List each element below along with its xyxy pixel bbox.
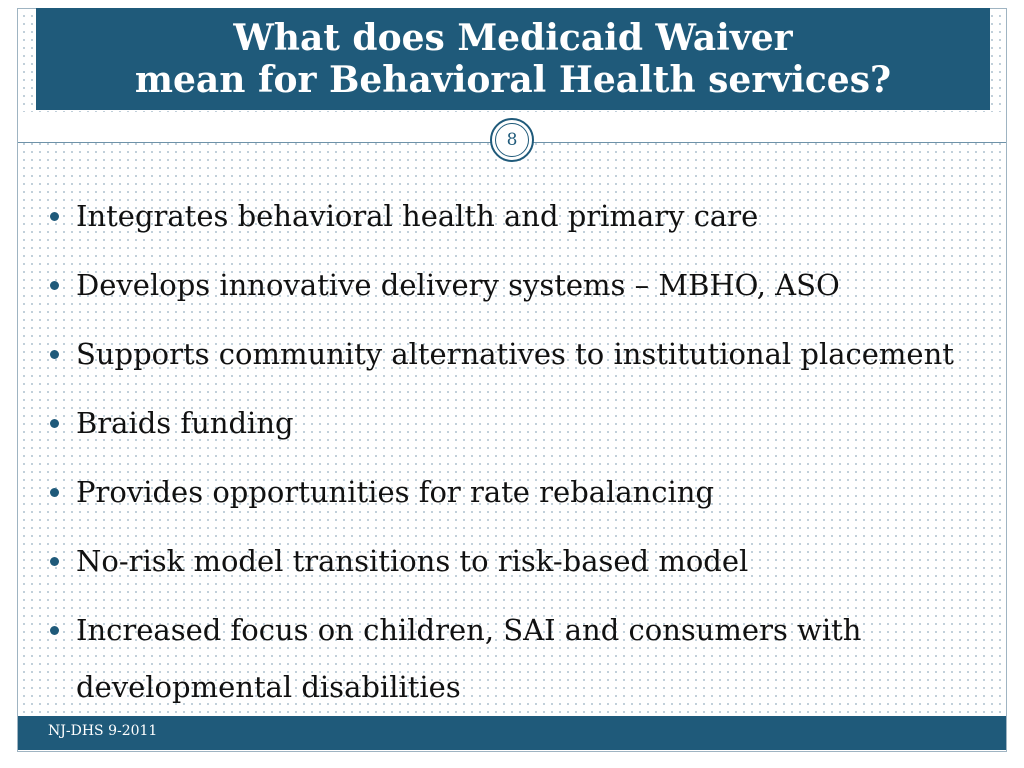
bullet-text: Provides opportunities for rate rebalancing <box>76 475 715 509</box>
bullet-item <box>44 395 994 452</box>
bullet-item <box>44 257 994 314</box>
bullet-text: Develops innovative delivery systems – MBHO, ASO <box>76 268 840 302</box>
bullet-dot-icon <box>50 557 59 566</box>
bullet-text: Integrates behavioral health and primary care <box>76 199 759 233</box>
bullet-dot-icon <box>50 212 59 221</box>
bullet-item <box>44 464 994 521</box>
footer-bar <box>18 716 1006 750</box>
bullet-text: No-risk model transitions to risk-based model <box>76 544 749 578</box>
bullet-dot-icon <box>50 419 59 428</box>
bullet-text: Braids funding <box>76 406 294 440</box>
bullet-item <box>44 602 916 716</box>
bullet-dot-icon <box>50 488 59 497</box>
bullet-item <box>44 326 994 383</box>
page-number-badge <box>490 118 534 162</box>
bullet-list <box>44 188 994 728</box>
bullet-item <box>44 188 994 245</box>
title-line-2: mean for Behavioral Health services? <box>134 59 892 101</box>
footer-text: NJ-DHS 9-2011 <box>48 723 158 739</box>
title-bar <box>36 8 990 110</box>
bullet-dot-icon <box>50 626 59 635</box>
bullet-text: Increased focus on children, SAI and consumers with developmental disabilities <box>76 613 862 704</box>
bullet-item <box>44 533 994 590</box>
bullet-dot-icon <box>50 350 59 359</box>
bullet-text: Supports community alternatives to institutional placement <box>76 337 954 371</box>
bullet-dot-icon <box>50 281 59 290</box>
title-line-1: What does Medicaid Waiver <box>233 17 793 59</box>
page-number: 8 <box>506 130 518 150</box>
